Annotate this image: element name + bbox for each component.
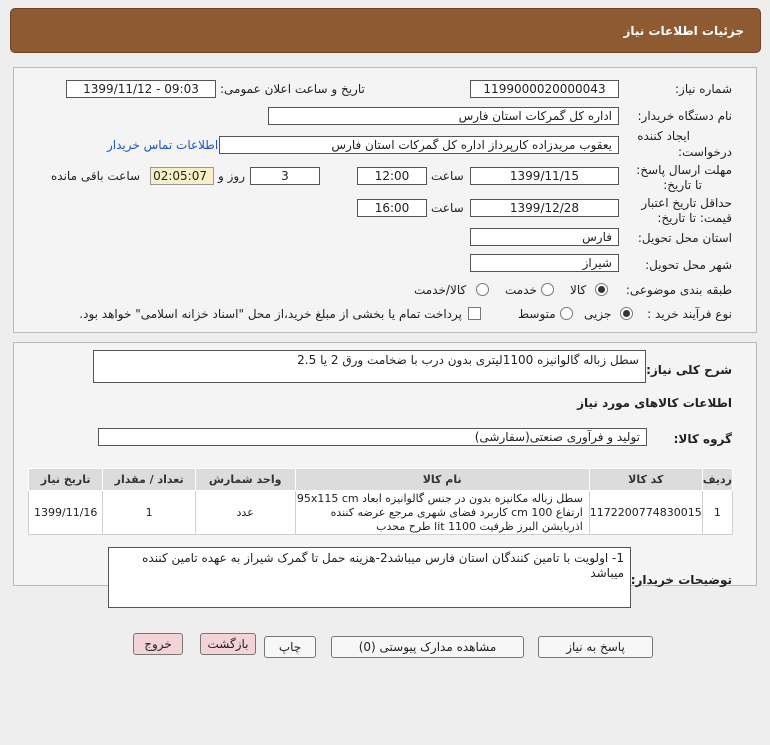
- process-option-minor: جزیی: [584, 307, 612, 321]
- announce-field: 1399/11/12 - 09:03: [66, 80, 216, 98]
- cell-code: 1172200774830015: [589, 491, 702, 535]
- category-radio-goods[interactable]: [595, 283, 608, 296]
- buyer-notes-line-1: 1- اولویت با تامین کنندگان استان فارس میباشد2-هزینه حمل تا گمرک شیراز به عهده تامین کننده: [142, 551, 624, 565]
- goods-section-title: اطلاعات کالاهای مورد نیاز: [577, 396, 732, 410]
- col-row: ردیف: [702, 469, 732, 491]
- creator-field: یعقوب مریدزاده کارپرداز اداره کل گمرکات استان فارس: [219, 136, 619, 154]
- back-button[interactable]: بازگشت: [200, 633, 256, 655]
- reply-button[interactable]: پاسخ به نیاز: [538, 636, 653, 658]
- goods-group-label: گروه کالا:: [673, 432, 732, 446]
- buyer-label: نام دستگاه خریدار:: [637, 109, 732, 123]
- category-label: طبقه بندی موضوعی:: [625, 283, 732, 297]
- days-label: روز و: [218, 169, 245, 183]
- announce-label: تاریخ و ساعت اعلان عمومی:: [220, 82, 365, 96]
- send-deadline-label-2: تا تاریخ:: [663, 178, 702, 192]
- cell-name-line-2: ارتفاع 100 cm کاربرد فضای شهری مرجع عرضه کننده: [330, 505, 583, 519]
- validity-label-2: قیمت: تا تاریخ:: [657, 211, 732, 225]
- col-name: نام کالا: [295, 469, 589, 491]
- cell-unit: عدد: [195, 491, 295, 535]
- city-field: شیراز: [470, 254, 619, 272]
- summary-box: [93, 350, 646, 383]
- category-option-goods: کالا: [570, 283, 587, 297]
- validity-time-label: ساعت: [431, 201, 464, 215]
- category-option-goods-service: کالا/خدمت: [414, 283, 467, 297]
- col-qty: تعداد / مقدار: [103, 469, 195, 491]
- col-code: کد کالا: [589, 469, 702, 491]
- attachments-button[interactable]: مشاهده مدارک پیوستی (0): [331, 636, 524, 658]
- category-radio-goods-service[interactable]: [476, 283, 489, 296]
- process-option-medium: متوسط: [518, 307, 556, 321]
- send-date-field: 1399/11/15: [470, 167, 619, 185]
- exit-button[interactable]: خروج: [133, 633, 183, 655]
- days-field: 3: [250, 167, 320, 185]
- creator-label-2: درخواست:: [678, 145, 732, 159]
- print-button[interactable]: چاپ: [264, 636, 316, 658]
- need-number-label: شماره نیاز:: [675, 82, 732, 96]
- buyer-notes-box: [108, 547, 631, 608]
- cell-name-line-3: اذربایشن البرز ظرفیت lit 1100 طرح محدب: [376, 519, 583, 533]
- validity-time-field: 16:00: [357, 199, 427, 217]
- remaining-label: ساعت باقی مانده: [51, 169, 141, 183]
- cell-row: 1: [702, 491, 732, 535]
- send-deadline-label-1: مهلت ارسال پاسخ:: [636, 163, 732, 177]
- validity-date-field: 1399/12/28: [470, 199, 619, 217]
- city-label: شهر محل تحویل:: [645, 258, 732, 272]
- remaining-timer: 02:05:07: [150, 167, 214, 185]
- buyer-notes-line-2: میباشد: [590, 566, 624, 580]
- page-title: جزئیات اطلاعات نیاز: [623, 24, 744, 38]
- summary-label: شرح کلی نیاز:: [646, 363, 732, 377]
- creator-label-1: ایجاد کننده: [637, 129, 690, 143]
- process-label: نوع فرآیند خرید :: [647, 307, 732, 321]
- col-unit: واحد شمارش: [195, 469, 295, 491]
- need-number-field: 1199000020000043: [470, 80, 619, 98]
- send-time-label: ساعت: [431, 169, 464, 183]
- category-radio-service[interactable]: [541, 283, 554, 296]
- cell-qty: 1: [103, 491, 195, 535]
- cell-name-line-1: سطل زباله مکانیزه بدون در جنس گالوانیزه ابعاد 95x115 cm: [296, 491, 583, 505]
- province-field: فارس: [470, 228, 619, 246]
- goods-table: [28, 468, 733, 535]
- contact-buyer-link[interactable]: اطلاعات تماس خریدار: [107, 138, 219, 152]
- province-label: استان محل تحویل:: [637, 231, 732, 245]
- cell-name: [295, 491, 589, 535]
- cell-date: 1399/11/16: [29, 491, 103, 535]
- treasury-checkbox[interactable]: [468, 307, 481, 320]
- goods-table-header: [29, 469, 733, 491]
- page-header: [10, 8, 761, 53]
- category-option-service: خدمت: [505, 283, 537, 297]
- validity-label-1: حداقل تاریخ اعتبار: [641, 196, 732, 210]
- col-date: تاریخ نیاز: [29, 469, 103, 491]
- buyer-field: اداره کل گمرکات استان فارس: [268, 107, 619, 125]
- process-radio-minor[interactable]: [620, 307, 633, 320]
- summary-text: سطل زباله گالوانیزه 1100لیتری بدون درب با ضخامت ورق 2 یا 2.5: [297, 353, 639, 367]
- process-radio-medium[interactable]: [560, 307, 573, 320]
- goods-group-field: تولید و فرآوری صنعتی(سفارشی): [98, 428, 647, 446]
- buyer-notes-label: توضیحات خریدار:: [630, 573, 732, 587]
- table-row[interactable]: [29, 491, 733, 535]
- send-time-field: 12:00: [357, 167, 427, 185]
- payment-note: پرداخت تمام یا بخشی از مبلغ خرید،از محل "اسناد خزانه اسلامی" خواهد بود.: [79, 307, 462, 321]
